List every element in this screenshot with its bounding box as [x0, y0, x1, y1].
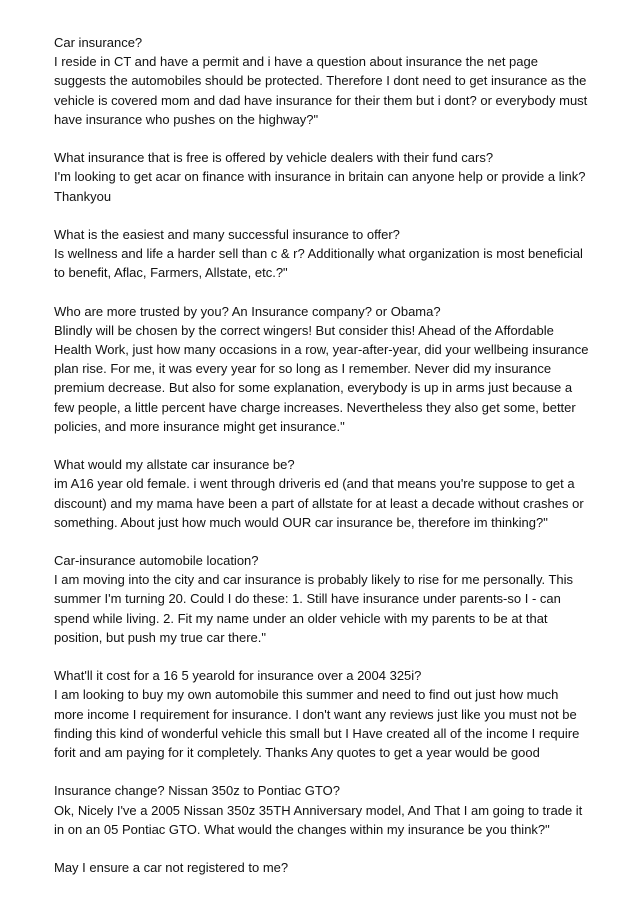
- body-text-line: premium decrease. But also for some explanation, everybody is up in arms just because a: [54, 380, 573, 396]
- body-text-line: in on an 05 Pontiac GTO. What would the changes within my insurance be you think?": [54, 821, 550, 837]
- question-heading: What insurance that is free is offered by vehicle dealers with their fund cars?: [54, 150, 494, 166]
- body-text-line: forit and am paying for it completely. Thanks Any quotes to get a year would be good: [54, 744, 540, 760]
- body-text-line: few people, a little percent have charge increases. Nevertheless they also get some, better: [54, 399, 576, 415]
- qa-section: [54, 858, 594, 877]
- body-text-line: discount) and my mama have been a part of allstate for at least a decade without crashes or: [54, 495, 584, 511]
- qa-section: [54, 302, 594, 436]
- question-heading: May I ensure a car not registered to me?: [54, 860, 289, 876]
- body-text-line: Ok, Nicely I've a 2005 Nissan 350z 35TH Anniversary model, And That I am going to trade it: [54, 802, 583, 818]
- body-text-line: have insurance who pushes on the highway?": [54, 111, 319, 127]
- question-heading: What is the easiest and many successful insurance to offer?: [54, 226, 400, 242]
- question-heading: What'll it cost for a 16 5 yearold for insurance over a 2004 325i?: [54, 668, 422, 684]
- body-text-line: I am looking to buy my own automobile this summer and need to find out just how much: [54, 687, 559, 703]
- body-text-line: Thankyou: [54, 188, 112, 204]
- body-text-line: Health Work, just how many occasions in a row, year-after-year, did your wellbeing insurance: [54, 342, 589, 357]
- question-heading: Car-insurance automobile location?: [54, 553, 259, 569]
- qa-section: [54, 148, 594, 206]
- body-text-line: position, but push my true car there.": [54, 629, 266, 645]
- body-text-line: Blindly will be chosen by the correct wingers! But consider this! Ahead of the Affordable: [54, 322, 554, 338]
- body-text-line: suggests the automobiles should be protected. Therefore I dont need to get insurance as the: [54, 73, 587, 89]
- body-text-line: spend while living. 2. Fit my name under an older vehicle with my parents to be at that: [54, 610, 548, 626]
- qa-section: [54, 551, 594, 647]
- qa-section: [54, 33, 594, 129]
- document-body: [54, 33, 594, 896]
- body-text-line: finding this kind of wonderful vehicle this small but I Have created all of the income I require: [54, 725, 580, 741]
- body-text-line: plan rise. For me, it was every year for so long as I remember. Never did my insurance: [54, 361, 552, 377]
- body-text-line: summer I'm turning 20. Could I do these: 1. Still have insurance under parents-so I - can: [54, 591, 561, 607]
- body-text-line: vehicle is covered mom and dad have insurance for their them but i dont? or everybody must: [54, 92, 588, 108]
- qa-section: [54, 225, 594, 283]
- body-text-line: I reside in CT and have a permit and i have a question about insurance the net page: [54, 54, 538, 70]
- question-heading: What would my allstate car insurance be?: [54, 457, 295, 473]
- qa-section: [54, 455, 594, 532]
- body-text-line: policies, and more insurance might get insurance.": [54, 418, 345, 434]
- body-text-line: more income I requirement for insurance. I don't want any reviews just like you must not be: [54, 706, 577, 722]
- body-text-line: Is wellness and life a harder sell than c & r? Additionally what organization is most beneficial: [54, 246, 583, 262]
- body-text-line: to benefit, Aflac, Farmers, Allstate, etc.?": [54, 265, 288, 281]
- body-text-line: something. About just how much would OUR car insurance be, therefore im thinking?": [54, 514, 548, 530]
- qa-section: [54, 781, 594, 839]
- body-text-line: I'm looking to get acar on finance with insurance in britain can anyone help or provide a link?: [54, 169, 586, 185]
- question-heading: Car insurance?: [54, 35, 143, 50]
- qa-section: [54, 666, 594, 762]
- question-heading: Who are more trusted by you? An Insurance company? or Obama?: [54, 303, 441, 319]
- body-text-line: I am moving into the city and car insurance is probably likely to rise for me personally. This: [54, 572, 574, 588]
- body-text-line: im A16 year old female. i went through driveris ed (and that means you're suppose to get a: [54, 476, 575, 492]
- question-heading: Insurance change? Nissan 350z to Pontiac GTO?: [54, 783, 340, 799]
